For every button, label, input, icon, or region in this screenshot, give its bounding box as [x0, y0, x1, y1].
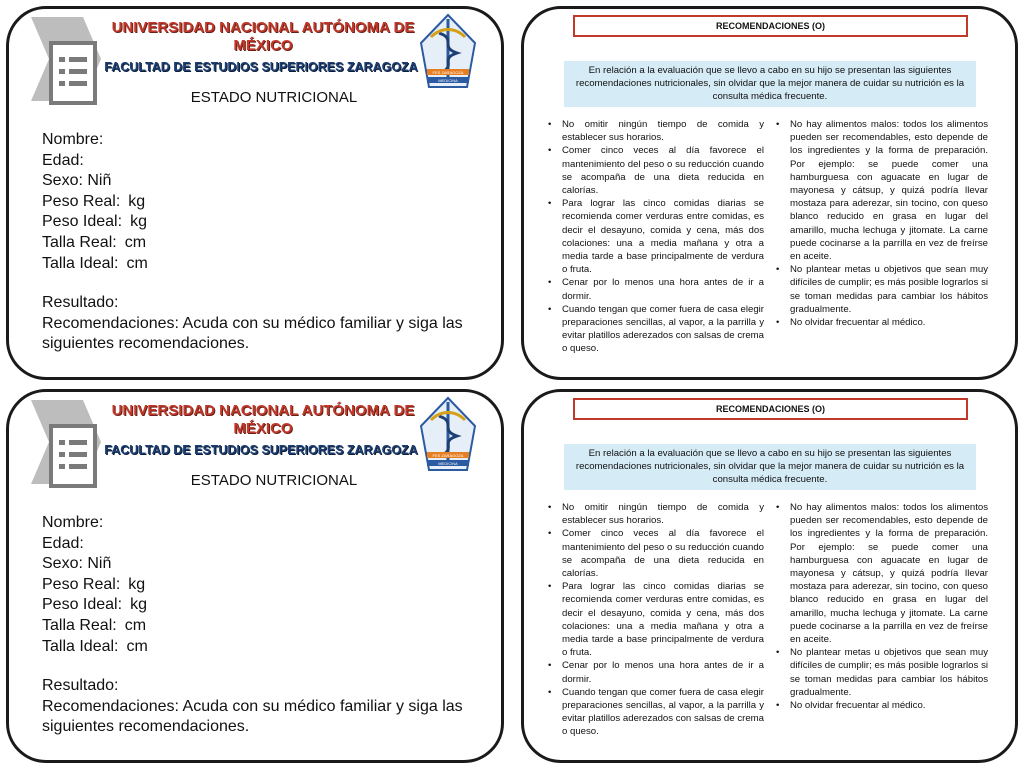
recommendation-text: Recomendaciones: Acuda con su médico familiar y siga las siguientes recomendaciones.: [42, 314, 463, 353]
field-label: Nombre:: [42, 514, 104, 531]
field-value: cm: [126, 637, 148, 655]
recommendations-column-1: [548, 118, 764, 356]
document-icon: [23, 398, 103, 490]
field-value: kg: [130, 596, 147, 614]
field-label: Peso Real:: [42, 192, 121, 210]
field-talla-real: [42, 233, 148, 254]
list-item: • No plantear metas u objetivos que sean muy difíciles de cumplir; es más posible lograrlos si se toman medidas para cambiar los hábitos gradualmente.: [790, 263, 988, 316]
result-label: Resultado:: [42, 677, 119, 694]
list-item: • No olvidar frecuentar al médico.: [790, 316, 988, 329]
field-label: Peso Ideal:: [42, 596, 123, 614]
form-fields: [42, 130, 148, 274]
logo-text-top: FES ZARAGOZA: [432, 70, 464, 75]
field-sexo: [42, 171, 148, 192]
field-talla-ideal: [42, 254, 148, 275]
field-sexo: [42, 554, 148, 575]
field-value: cm: [124, 233, 147, 251]
field-nombre: [42, 130, 148, 151]
field-label: Talla Real:: [42, 616, 117, 634]
faculty-title: FACULTAD DE ESTUDIOS SUPERIORES ZARAGOZA: [104, 60, 418, 74]
recommendations-column-1: [548, 501, 764, 739]
result-label: Resultado:: [42, 294, 119, 311]
field-label: Edad:: [42, 151, 84, 169]
recommendations-header: RECOMENDACIONES (O): [573, 15, 968, 37]
field-peso-real: [42, 192, 148, 213]
list-item: • No hay alimentos malos: todos los alimentos pueden ser recomendables, esto depende de los ingredientes y la forma de preparación. Por ejemplo: se puede comer una hamburguesa con aguacate en lugar de mayonesa y cátsup, y quizá podría llevar mostaza para aderezar, sin tocino, con queso blanco reducido en grasa en lugar del amarillo, mucha lechuga y jitomate. La carne puede cocinarse a la parrilla en vez de freírse en aceite.: [790, 118, 988, 263]
field-edad: [42, 151, 148, 172]
section-title: ESTADO NUTRICIONAL: [190, 472, 358, 489]
recommendations-intro: En relación a la evaluación que se llevo a cabo en su hijo se presentan las siguientes recomendaciones nutricionales, sin olvidar que la mejor manera de cuidar su nutrición es la consulta médica frecuente.: [564, 61, 976, 107]
result-section: [42, 676, 482, 738]
recommendations-intro: En relación a la evaluación que se llevo a cabo en su hijo se presentan las siguientes recomendaciones nutricionales, sin olvidar que la mejor manera de cuidar su nutrición es la consulta médica frecuente.: [564, 444, 976, 490]
logo-text-bottom: MEDICINA: [438, 461, 458, 466]
fes-zaragoza-medicine-logo: [417, 13, 479, 93]
recommendations-header: RECOMENDACIONES (O): [573, 398, 968, 420]
field-value: cm: [126, 254, 148, 272]
list-item: • Cuando tengan que comer fuera de casa elegir preparaciones sencillas, al vapor, a la parrilla y evitar platillos aderezados con salsas de crema o queso.: [562, 686, 764, 739]
list-item: • No hay alimentos malos: todos los alimentos pueden ser recomendables, esto depende de los ingredientes y la forma de preparación. Por ejemplo: se puede comer una hamburguesa con aguacate en lugar de mayonesa y cátsup, y quizá podría llevar mostaza para aderezar, sin tocino, con queso blanco reducido en grasa en lugar del amarillo, mucha lechuga y jitomate. La carne puede cocinarse a la parrilla en vez de freírse en aceite.: [790, 501, 988, 646]
section-title: ESTADO NUTRICIONAL: [190, 89, 358, 106]
form-fields: [42, 513, 148, 657]
list-item: • Cenar por lo menos una hora antes de ir a dormir.: [562, 659, 764, 685]
recommendations-column-2: [776, 118, 988, 329]
list-item: • Comer cinco veces al día favorece el mantenimiento del peso o su reducción cuando se acompaña de una dieta reducida en calorías.: [562, 144, 764, 197]
nutrition-form-card-bottom: [6, 389, 504, 763]
field-label: Sexo: Niñ: [42, 172, 112, 190]
field-talla-ideal: [42, 637, 148, 658]
list-item: • Cenar por lo menos una hora antes de ir a dormir.: [562, 276, 764, 302]
list-item: • No omitir ningún tiempo de comida y establecer sus horarios.: [562, 501, 764, 527]
logo-text-top: FES ZARAGOZA: [432, 453, 464, 458]
field-value: kg: [128, 192, 146, 210]
document-icon: [23, 15, 103, 107]
list-item: • Para lograr las cinco comidas diarias se recomienda comer verduras entre comidas, es decir el desayuno, comida y cena, más dos colaciones: una a media mañana y otra a media tarde a base principalmente de verdura o fruta.: [562, 197, 764, 276]
field-value: kg: [128, 575, 146, 593]
field-label: Sexo: Niñ: [42, 555, 112, 573]
university-title: UNIVERSIDAD NACIONAL AUTÓNOMA DE MÉXICO: [111, 19, 415, 54]
list-item: • Comer cinco veces al día favorece el mantenimiento del peso o su reducción cuando se acompaña de una dieta reducida en calorías.: [562, 527, 764, 580]
nutrition-form-card-top: [6, 6, 504, 380]
field-talla-real: [42, 616, 148, 637]
field-label: Nombre:: [42, 131, 104, 148]
field-label: Talla Real:: [42, 233, 117, 251]
list-item: • Para lograr las cinco comidas diarias se recomienda comer verduras entre comidas, es decir el desayuno, comida y cena, más dos colaciones: una a media mañana y otra a media tarde a base principalmente de verdura o fruta.: [562, 580, 764, 659]
faculty-title: FACULTAD DE ESTUDIOS SUPERIORES ZARAGOZA: [104, 443, 418, 457]
recommendations-card-top: [521, 6, 1018, 380]
list-item: • No olvidar frecuentar al médico.: [790, 699, 988, 712]
list-item: • Cuando tengan que comer fuera de casa elegir preparaciones sencillas, al vapor, a la parrilla y evitar platillos aderezados con salsas de crema o queso.: [562, 303, 764, 356]
field-label: Talla Ideal:: [42, 254, 119, 272]
list-item: • No plantear metas u objetivos que sean muy difíciles de cumplir; es más posible lograrlos si se toman medidas para cambiar los hábitos gradualmente.: [790, 646, 988, 699]
university-title: UNIVERSIDAD NACIONAL AUTÓNOMA DE MÉXICO: [111, 402, 415, 437]
field-label: Edad:: [42, 534, 84, 552]
field-value: kg: [130, 213, 147, 231]
field-peso-ideal: [42, 595, 148, 616]
recommendation-text: Recomendaciones: Acuda con su médico familiar y siga las siguientes recomendaciones.: [42, 697, 463, 736]
logo-text-bottom: MEDICINA: [438, 78, 458, 83]
field-edad: [42, 534, 148, 555]
recommendations-column-2: [776, 501, 988, 712]
field-value: cm: [124, 616, 147, 634]
recommendations-card-bottom: [521, 389, 1018, 763]
field-label: Peso Ideal:: [42, 213, 123, 231]
field-label: Peso Real:: [42, 575, 121, 593]
field-peso-real: [42, 575, 148, 596]
field-label: Talla Ideal:: [42, 637, 119, 655]
list-item: • No omitir ningún tiempo de comida y establecer sus horarios.: [562, 118, 764, 144]
field-nombre: [42, 513, 148, 534]
field-peso-ideal: [42, 212, 148, 233]
fes-zaragoza-medicine-logo: [417, 396, 479, 476]
result-section: [42, 293, 482, 355]
